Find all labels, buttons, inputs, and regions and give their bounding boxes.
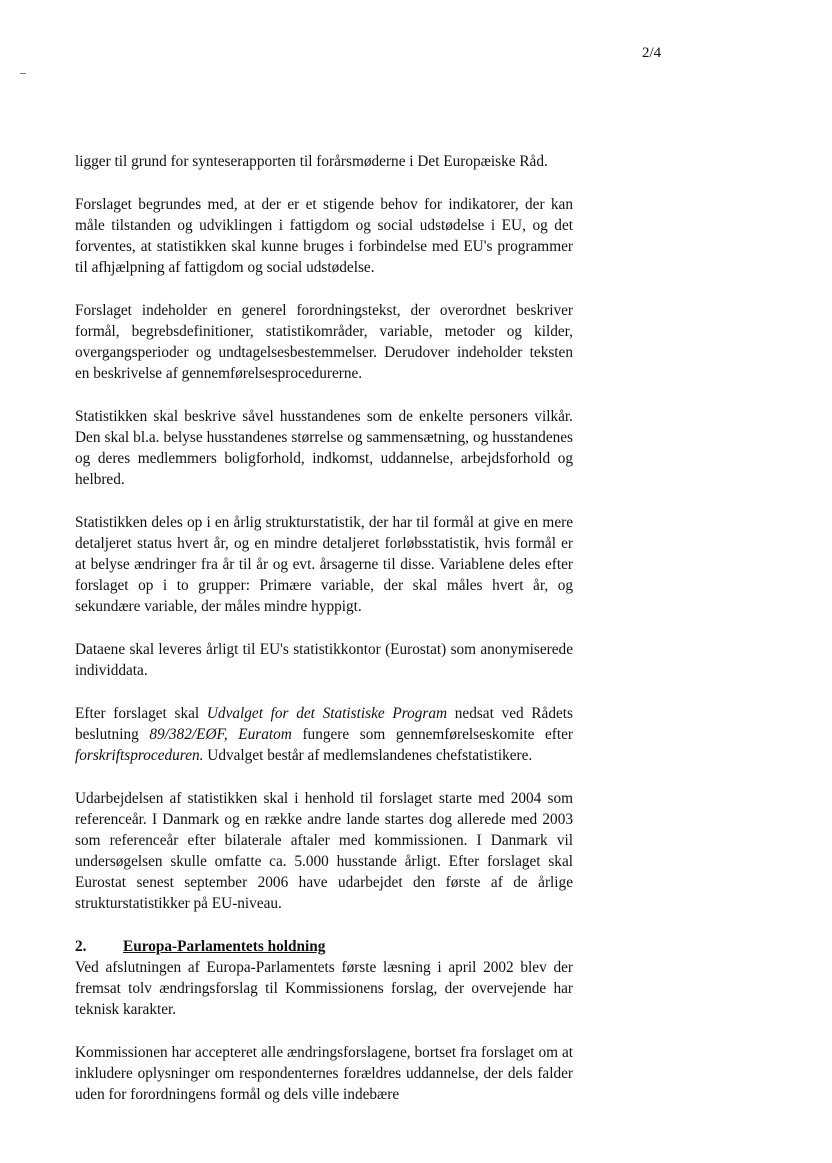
page-number: 2/4 [642, 45, 662, 61]
paragraph-justification: Forslaget begrundes med, at der er et stigende behov for indikatorer, der kan måle tilstanden og udviklingen i fattigdom og social udstødelse i EU, og det forventes, at statistikken skal kunne bruges i forbindelse med EU's programmer til afhjælpning af fattigdom og social udstødelse. [75, 196, 573, 276]
paragraph-parliament-reading: Ved afslutningen af Europa-Parlamentets første læsning i april 2002 blev der fremsat tolv ændringsforslag til Kommissionens forslag, der overvejende har teknisk karakter. [75, 959, 573, 1018]
paragraph-timeline: Udarbejdelsen af statistikken skal i henhold til forslaget starte med 2004 som referenceår. I Danmark og en række andre lande startes dog allerede med 2003 som referenceår efter bilaterale aftaler med kommissionen. I Danmark vil undersøgelsen skulle omfatte ca. 5.000 husstande årligt. Efter forslaget skal Eurostat senest september 2006 have udarbejdet den første af de årlige strukturstatistikker på EU-niveau. [75, 790, 573, 912]
committee-name: Udvalget for det Statistiske Program [206, 705, 448, 722]
committee-text-4: Udvalget består af medlemslandenes chefstatistikere. [203, 747, 533, 764]
paragraph-regulation-text: Forslaget indeholder en generel forordningstekst, der overordnet beskriver formål, begrebsdefinitioner, statistikområder, variable, metoder og kilder, overgangsperioder og undtagelsesbestemmelser. Derudover indeholder teksten en beskrivelse af gennemførelsesprocedurerne. [75, 302, 573, 382]
committee-text-3: fungere som gennemførelseskomite efter [291, 726, 573, 743]
section-heading [75, 936, 573, 957]
committee-text-1: Efter forslaget skal [75, 705, 207, 722]
paragraph-committee [75, 703, 573, 766]
paragraph-statistics-split: Statistikken deles op i en årlig strukturstatistik, der har til formål at give en mere detaljeret status hvert år, og en mindre detaljeret forløbsstatistik, hvis formål er at belyse ændringer fra år til år og evt. årsagerne til disse. Variablene deles efter forslaget op i to grupper: Primære variable, der skal måles hvert år, og sekundære variable, der måles mindre hyppigt. [75, 514, 573, 615]
paragraph-synthesis-report: ligger til grund for synteserapporten til forårsmøderne i Det Europæiske Råd. [75, 153, 548, 170]
committee-text-2: nedsat ved Rådets beslutning [75, 705, 573, 743]
document-body [75, 151, 573, 1105]
section-title: Europa-Parlamentets holdning [123, 938, 326, 955]
paragraph-statistics-scope: Statistikken skal beskrive såvel husstandenes som de enkelte personers vilkår. Den skal bl.a. belyse husstandenes størrelse og sammensætning, og husstandenes og deres medlemmers boligforhold, indkomst, uddannelse, arbejdsforhold og helbred. [75, 408, 573, 488]
section-number: 2. [75, 938, 87, 955]
paragraph-data-delivery: Dataene skal leveres årligt til EU's statistikkontor (Eurostat) som anonymiserede individdata. [75, 641, 573, 679]
margin-mark [20, 73, 26, 74]
paragraph-commission-acceptance: Kommissionen har accepteret alle ændringsforslagene, bortset fra forslaget om at inkludere oplysninger om respondenternes forældres uddannelse, der dels falder uden for forordningens formål og dels ville indebære [75, 1044, 573, 1103]
council-decision-ref: 89/382/EØF, Euratom [149, 726, 292, 743]
procedure-name: forskriftsproceduren. [75, 747, 204, 764]
